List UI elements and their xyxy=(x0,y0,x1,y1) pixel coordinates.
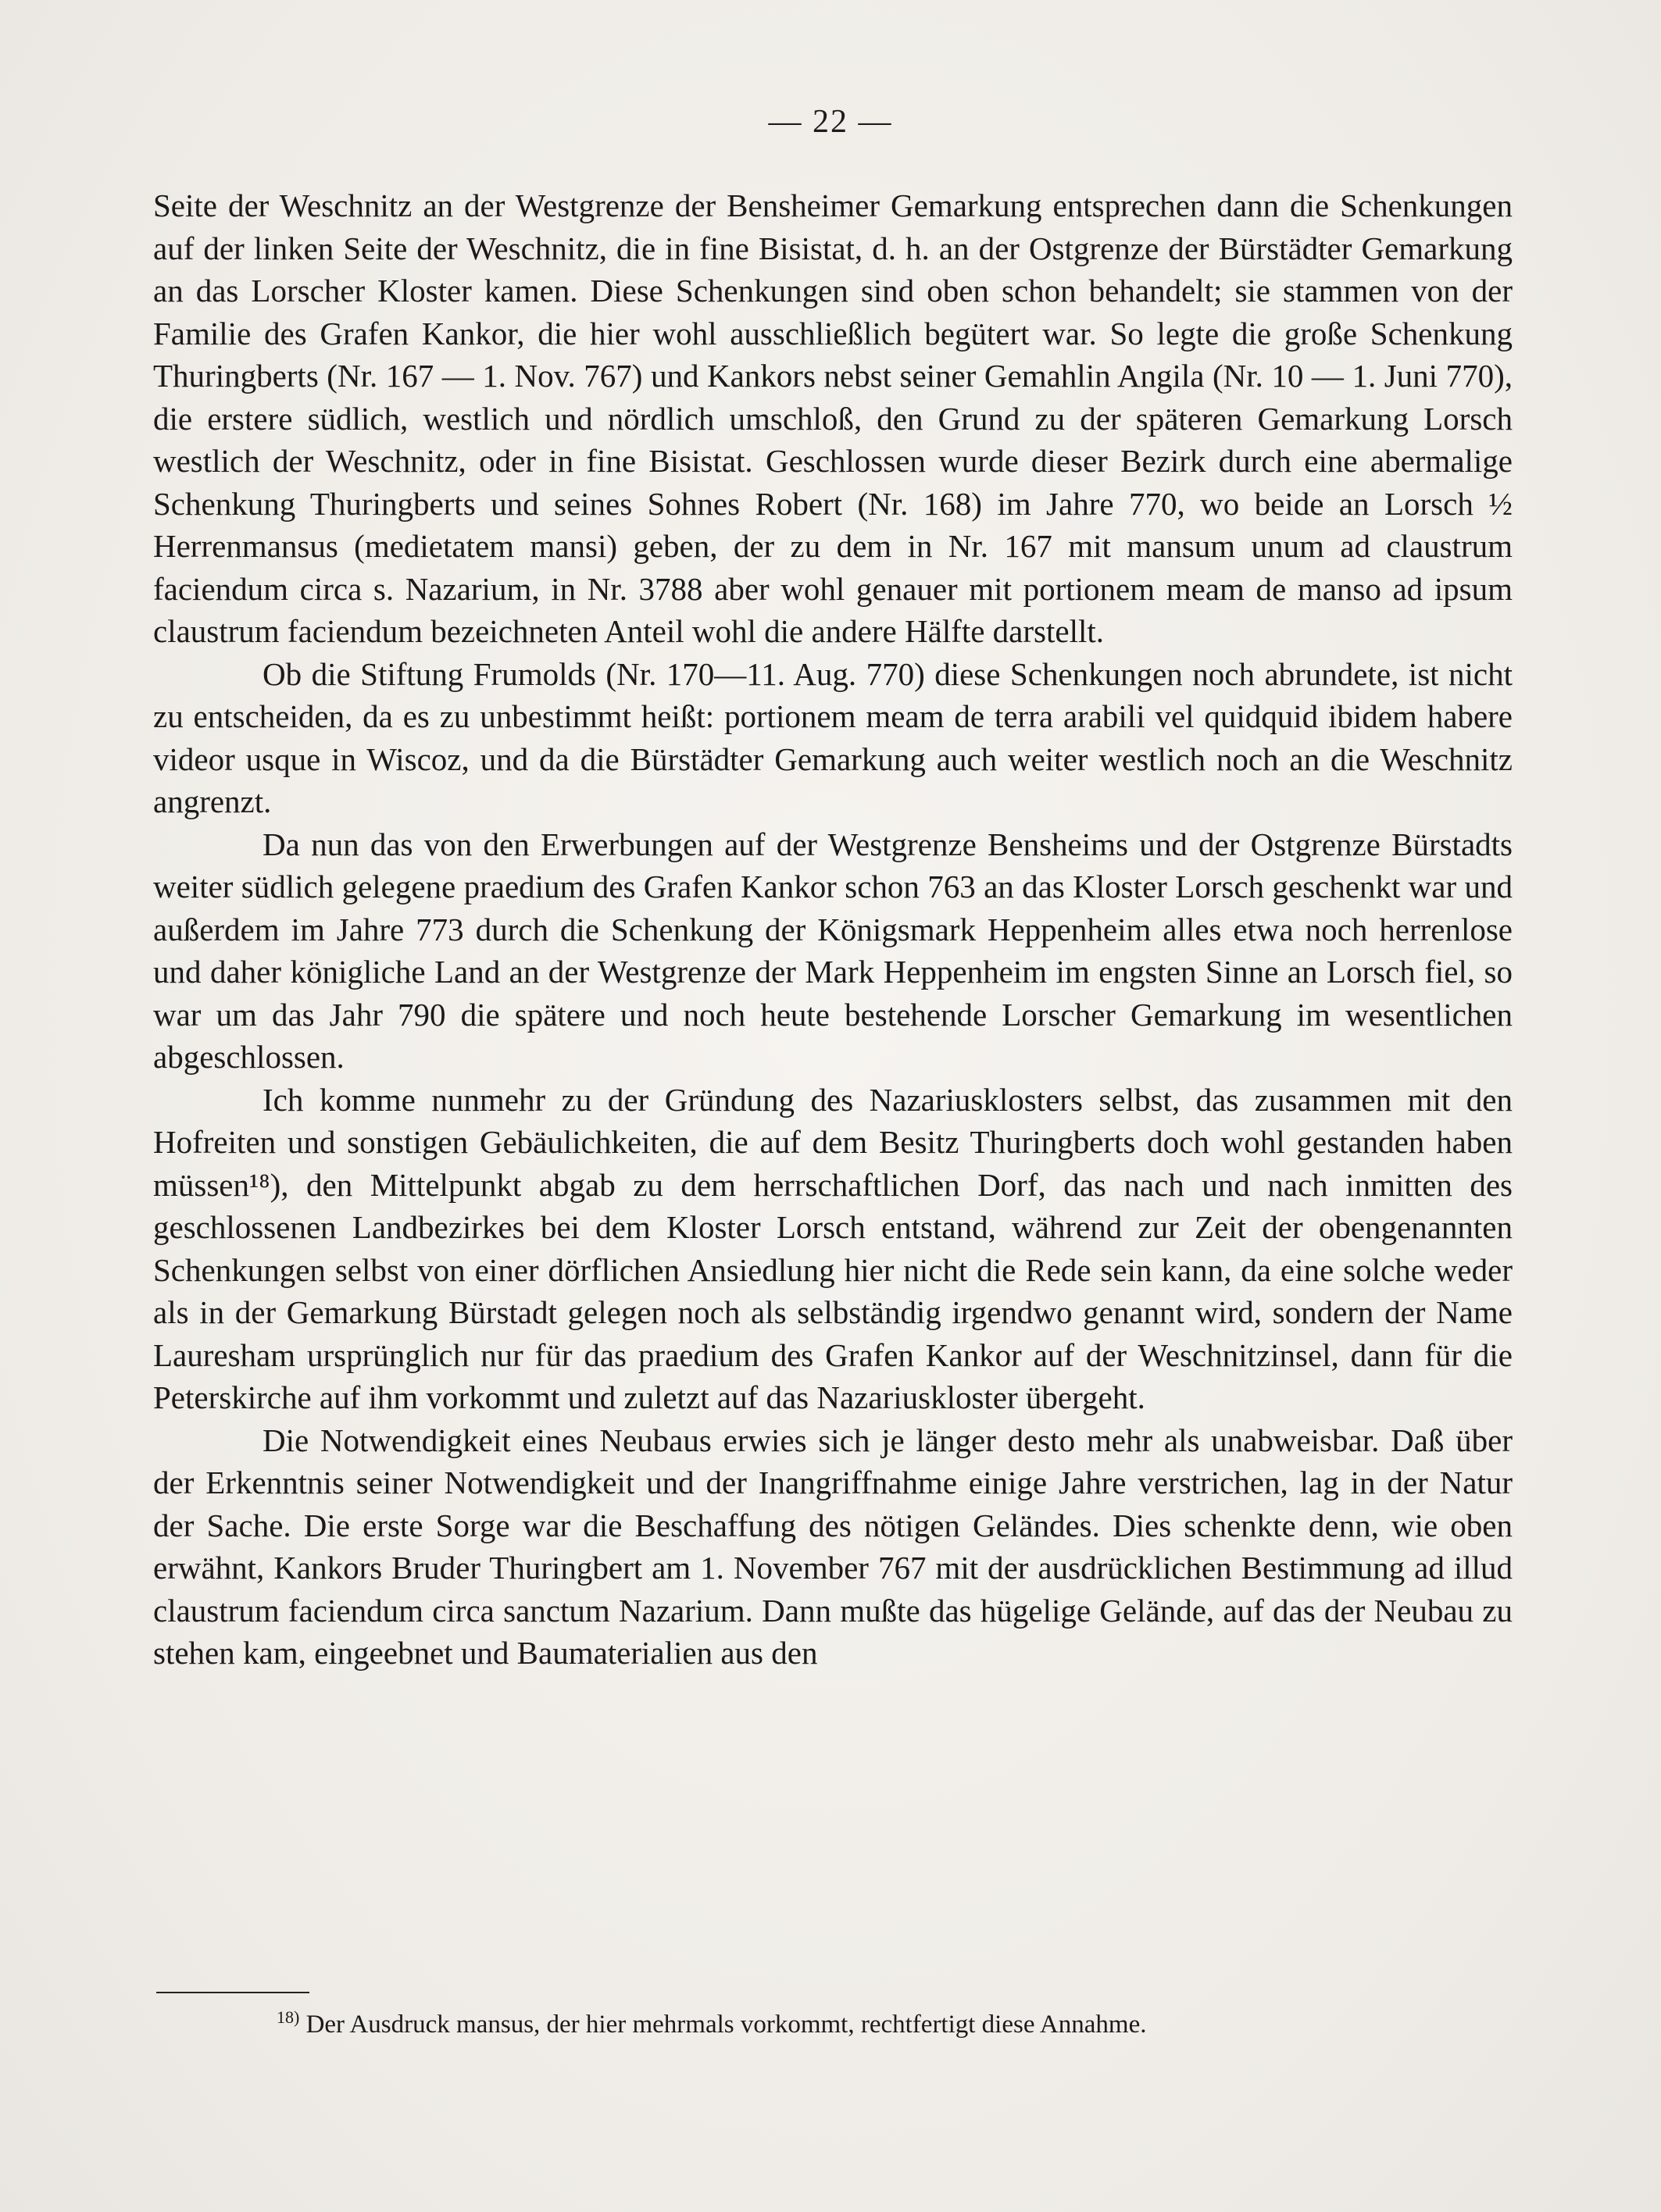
paragraph-1: Seite der Weschnitz an der Westgrenze der Bensheimer Gemarkung entsprechen dann die Schenkungen auf der linken Seite der Weschnitz, die in fine Bisistat, d. h. an der Ostgrenze der Bürstädter Gemarkung an das Lorscher Kloster kamen. Diese Schenkungen sind oben schon behandelt; sie stammen von der Familie des Grafen Kankor, die hier wohl ausschließlich begütert war. So legte die große Schenkung Thuringberts (Nr. 167 — 1. Nov. 767) und Kankors nebst seiner Gemahlin Angila (Nr. 10 — 1. Juni 770), die erstere südlich, westlich und nördlich umschloß, den Grund zu der späteren Gemarkung Lorsch westlich der Weschnitz, oder in fine Bisistat. Geschlossen wurde dieser Bezirk durch eine abermalige Schenkung Thuringberts und seines Sohnes Robert (Nr. 168) im Jahre 770, wo beide an Lorsch ½ Herrenmansus (medietatem mansi) geben, der zu dem in Nr. 167 mit mansum unum ad claustrum faciendum circa s. Nazarium, in Nr. 3788 aber wohl genauer mit portionem meam de manso ad ipsum claustrum faciendum bezeichneten Anteil wohl die andere Hälfte darstellt. xyxy=(153,187,1513,649)
footnote-divider xyxy=(156,1992,309,1993)
paragraph-3: Da nun das von den Erwerbungen auf der Westgrenze Bensheims und der Ostgrenze Bürstadts weiter südlich gelegene praedium des Grafen Kankor schon 763 an das Kloster Lorsch geschenkt war und außerdem im Jahre 773 durch die Schenkung der Königsmark Heppenheim alles etwa noch herrenlose und daher königliche Land an der Westgrenze der Mark Heppenheim im engsten Sinne an Lorsch fiel, so war um das Jahr 790 die spätere und noch heute bestehende Lorscher Gemarkung im wesentlichen abgeschlossen. xyxy=(153,826,1513,1075)
page-number: — 22 — xyxy=(768,104,893,140)
body-text xyxy=(153,184,1513,1675)
paragraph-5: Die Notwendigkeit eines Neubaus erwies sich je länger desto mehr als unabweisbar. Daß über der Erkenntnis seiner Notwendigkeit und der Inangriffnahme einige Jahre verstrichen, lag in der Natur der Sache. Die erste Sorge war die Beschaffung des nötigen Geländes. Dies schenkte denn, wie oben erwähnt, Kankors Bruder Thuringbert am 1. November 767 mit der ausdrücklichen Bestimmung ad illud claustrum faciendum circa sanctum Nazarium. Dann mußte das hügelige Gelände, auf das der Neubau zu stehen kam, eingeebnet und Baumaterialien aus den xyxy=(153,1422,1513,1671)
footnote-text: Der Ausdruck mansus, der hier mehrmals vorkommt, rechtfertigt diese Annahme. xyxy=(305,2010,1147,2039)
paragraph-2: Ob die Stiftung Frumolds (Nr. 170—11. Aug. 770) diese Schenkungen noch abrundete, ist nicht zu entscheiden, da es zu unbestimmt heißt: portionem meam de terra arabili vel quidquid ibidem habere videor usque in Wiscoz, und da die Bürstädter Gemarkung auch weiter westlich noch an die Weschnitz angrenzt. xyxy=(153,655,1513,819)
footnote xyxy=(277,2007,1527,2042)
paragraph-4: Ich komme nunmehr zu der Gründung des Nazariusklosters selbst, das zusammen mit den Hofreiten und sonstigen Gebäulichkeiten, die auf dem Besitz Thuringberts doch wohl gestanden haben müssen¹⁸), den Mittelpunkt abgab zu dem herrschaftlichen Dorf, das nach und nach inmitten des geschlossenen Landbezirkes bei dem Kloster Lorsch entstand, während zur Zeit der obengenannten Schenkungen selbst von einer dörflichen Ansiedlung hier nicht die Rede sein kann, da eine solche weder als in der Gemarkung Bürstadt gelegen noch als selbständig irgendwo genannt wird, sondern der Name Lauresham ursprünglich nur für das praedium des Grafen Kankor auf der Weschnitzinsel, dann für die Peterskirche auf ihm vorkommt und zuletzt auf das Nazariuskloster übergeht. xyxy=(153,1081,1513,1415)
footnote-marker: 18) xyxy=(277,2007,300,2027)
